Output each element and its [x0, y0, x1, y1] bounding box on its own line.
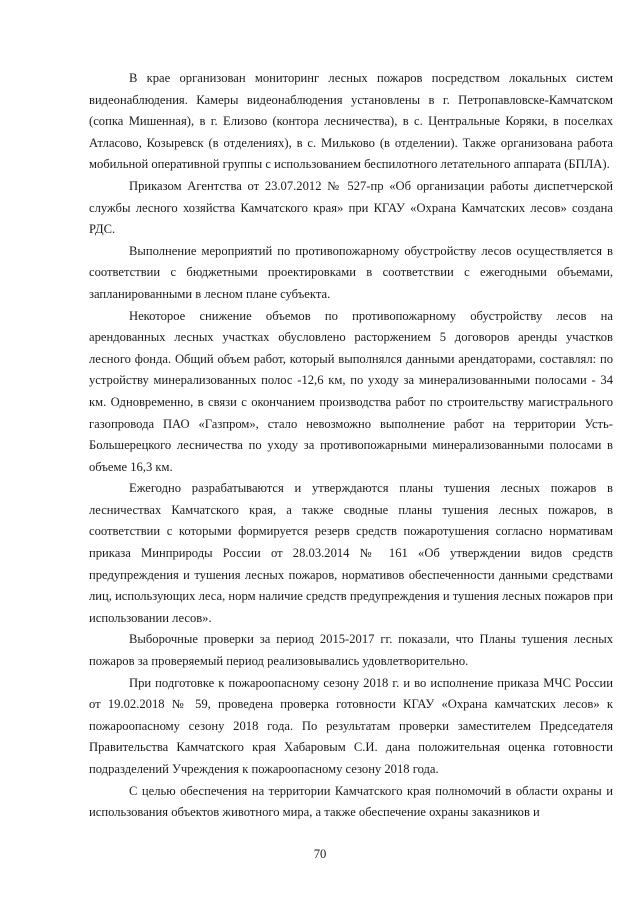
document-body	[89, 68, 613, 824]
page-number: 70	[313, 847, 327, 861]
paragraph-fire-prevention: Выполнение мероприятий по противопожарному обустройству лесов осуществляется в соответствии с бюджетными проектировками в соответствии с ежегодными объемами, запланированными в лесном плане субъекта.	[89, 243, 613, 301]
paragraph-monitoring: В крае организован мониторинг лесных пожаров посредством локальных систем видеонаблюдения. Камеры видеонаблюдения установлены в г. Петропавловске-Камчатском (сопка Мишенная), в г. Елизово (контора лесничества), в с. Центральные Коряки, в поселках Атласово, Козыревск (в отделениях), в с. Мильково (в отделении). Также организована работа мобильной оперативной группы с использованием беспилотного летательного аппарата (БПЛА).	[89, 71, 613, 172]
paragraph-volume-decrease: Некоторое снижение объемов по противопожарному обустройству лесов на арендованных лесных участках обусловлено расторжением 5 договоров аренды участков лесного фонда. Общий объем работ, который выполнялся данными арендаторами, составлял: по устройству минерализованных полос -12,6 км, по уходу за минерализованными полосами - 34 км. Одновременно, в связи с окончанием производства работ по строительству магистрального газопровода ПАО «Газпром», стало невозможно выполнение работ на территории Усть-Большерецкого лесничества по уходу за противопожарными минерализованными полосами в объеме 16,3 км.	[89, 308, 613, 474]
paragraph-inspections: Выборочные проверки за период 2015-2017 гг. показали, что Планы тушения лесных пожаров за проверяемый период реализовывались удовлетворительно.	[89, 632, 613, 669]
paragraph-wildlife: С целью обеспечения на территории Камчатского края полномочий в области охраны и использования объектов животного мира, а также обеспечение охраны заказников и	[89, 783, 613, 820]
paragraph-season-preparation: При подготовке к пожароопасному сезону 2018 г. и во исполнение приказа МЧС России от 19.02.2018 № 59, проведена проверка готовности КГАУ «Охрана камчатских лесов» к пожароопасному сезону 2018 года. По результатам проверки заместителем Председателя Правительства Камчатского края Хабаровым С.И. дана положительная оценка готовности подразделений Учреждения к пожароопасному сезону 2018 года.	[89, 675, 613, 776]
paragraph-fire-plans: Ежегодно разрабатываются и утверждаются планы тушения лесных пожаров в лесничествах Камчатского края, а также сводные планы тушения лесных пожаров, в соответствии с которыми формируется резерв средств пожаротушения согласно нормативам приказа Минприроды России от 28.03.2014 № 161 «Об утверждении видов средств предупреждения и тушения лесных пожаров, нормативов обеспеченности данными средствами лиц, использующих леса, норм наличие средств предупреждения и тушения лесных пожаров при использовании лесов».	[89, 481, 613, 625]
paragraph-order-rds: Приказом Агентства от 23.07.2012 № 527-пр «Об организации работы диспетчерской службы лесного хозяйства Камчатского края» при КГАУ «Охрана Камчатских лесов» создана РДС.	[89, 178, 613, 237]
